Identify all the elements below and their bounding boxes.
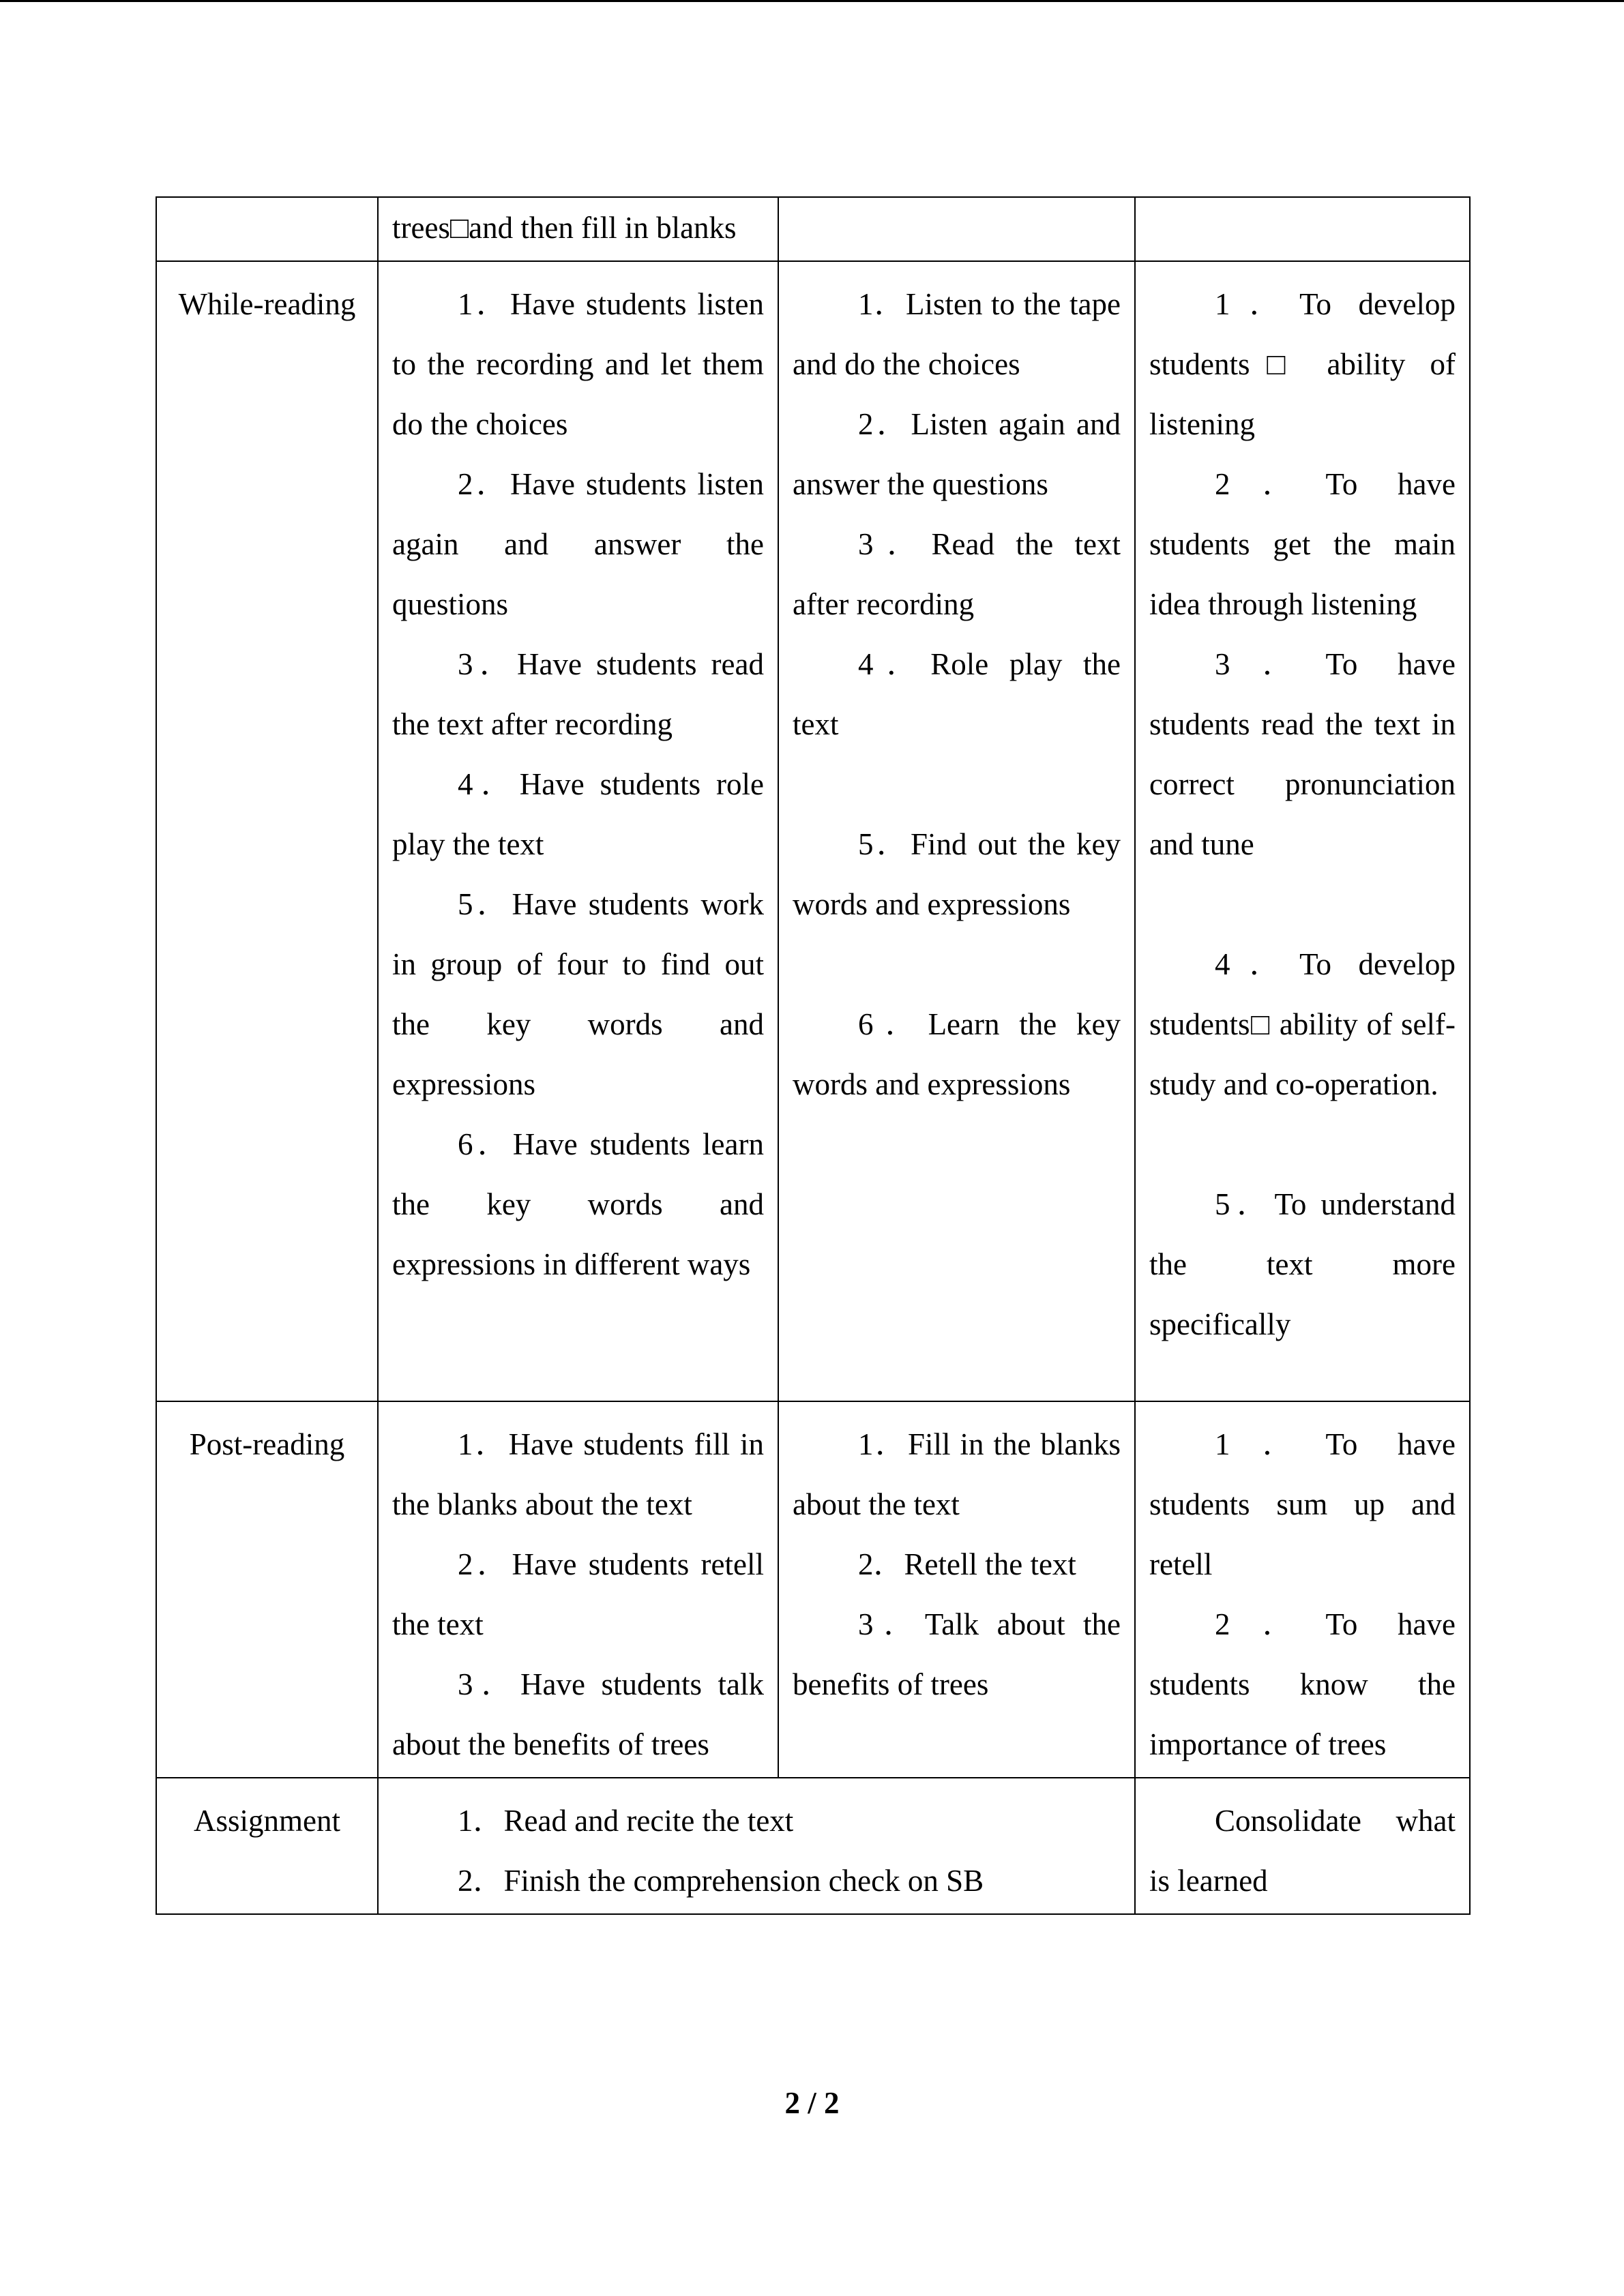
stage-cell [156, 1401, 378, 1778]
purpose-item: 1．To develop students□ ability of listening [1149, 287, 1456, 441]
teacher-activity-item: 2．Have students retell the text [392, 1547, 764, 1641]
student-activity-item: 3．Read the text after recording [793, 527, 1121, 621]
teacher-activity-item: 3．Have students talk about the benefits of trees [392, 1667, 764, 1761]
purpose-cell [1135, 197, 1470, 261]
assignment-item: 2．Finish the comprehension check on SB [458, 1864, 984, 1898]
page-top-border [0, 0, 1624, 2]
purpose-item: 1．To have students sum up and retell [1149, 1427, 1456, 1581]
spacer [793, 934, 1121, 994]
spacer [793, 754, 1121, 814]
purpose-item: 2．To have students know the importance of trees [1149, 1607, 1456, 1761]
student-activity-item: 4．Role play the text [793, 647, 1121, 741]
teacher-activity-cell [378, 197, 778, 261]
stage-cell [156, 261, 378, 1401]
purpose-item: Consolidate what is learned [1149, 1804, 1456, 1898]
student-activity-cell [778, 261, 1135, 1401]
purpose-item: 3．To have students read the text in correct pronunciation and tune [1149, 647, 1456, 861]
student-activity-item: 2．Retell the text [858, 1547, 1076, 1581]
page-number: 2 / 2 [784, 2086, 840, 2120]
purpose-item: 5．To understand the text more specifically [1149, 1187, 1456, 1341]
teacher-activity-cell [378, 1401, 778, 1778]
student-activity-item: 3．Talk about the benefits of trees [793, 1607, 1121, 1701]
student-activity-item: 2．Listen again and answer the questions [793, 407, 1121, 501]
teacher-activity-item: 5．Have students work in group of four to find out the key words and expressions [392, 887, 764, 1101]
spacer [1149, 874, 1456, 934]
student-activity-item: 6．Learn the key words and expressions [793, 1007, 1121, 1101]
teacher-activity-text: trees□and then fill in blanks [392, 211, 737, 245]
teacher-activity-item: 1．Have students listen to the recording and let them do the choices [392, 287, 764, 441]
student-activity-item: 1．Listen to the tape and do the choices [793, 287, 1121, 381]
spacer [1149, 1114, 1456, 1174]
student-activity-item: 5．Find out the key words and expressions [793, 827, 1121, 921]
purpose-item: 4．To develop students□ ability of self-study and co-operation. [1149, 947, 1456, 1101]
teacher-activity-item: 6．Have students learn the key words and expressions in different ways [392, 1127, 764, 1281]
table-row [156, 1778, 1470, 1914]
table-row [156, 1401, 1470, 1778]
student-activity-item: 1．Fill in the blanks about the text [793, 1427, 1121, 1521]
table-row [156, 261, 1470, 1401]
stage-label: Assignment [193, 1804, 340, 1838]
stage-cell [156, 197, 378, 261]
purpose-cell [1135, 261, 1470, 1401]
lesson-plan-table [156, 196, 1471, 1915]
assignment-cell [378, 1778, 1135, 1914]
student-activity-cell [778, 197, 1135, 261]
student-activity-cell [778, 1401, 1135, 1778]
teacher-activity-item: 2．Have students listen again and answer the questions [392, 467, 764, 621]
purpose-cell [1135, 1401, 1470, 1778]
stage-label: While-reading [178, 287, 356, 321]
teacher-activity-item: 4．Have students role play the text [392, 767, 764, 861]
stage-label: Post-reading [189, 1427, 345, 1461]
stage-cell [156, 1778, 378, 1914]
teacher-activity-item: 3．Have students read the text after recording [392, 647, 764, 741]
teacher-activity-item: 1．Have students fill in the blanks about the text [392, 1427, 764, 1521]
assignment-item: 1．Read and recite the text [458, 1804, 794, 1838]
purpose-cell [1135, 1778, 1470, 1914]
teacher-activity-cell [378, 261, 778, 1401]
purpose-item: 2．To have students get the main idea through listening [1149, 467, 1456, 621]
table-row [156, 197, 1470, 261]
